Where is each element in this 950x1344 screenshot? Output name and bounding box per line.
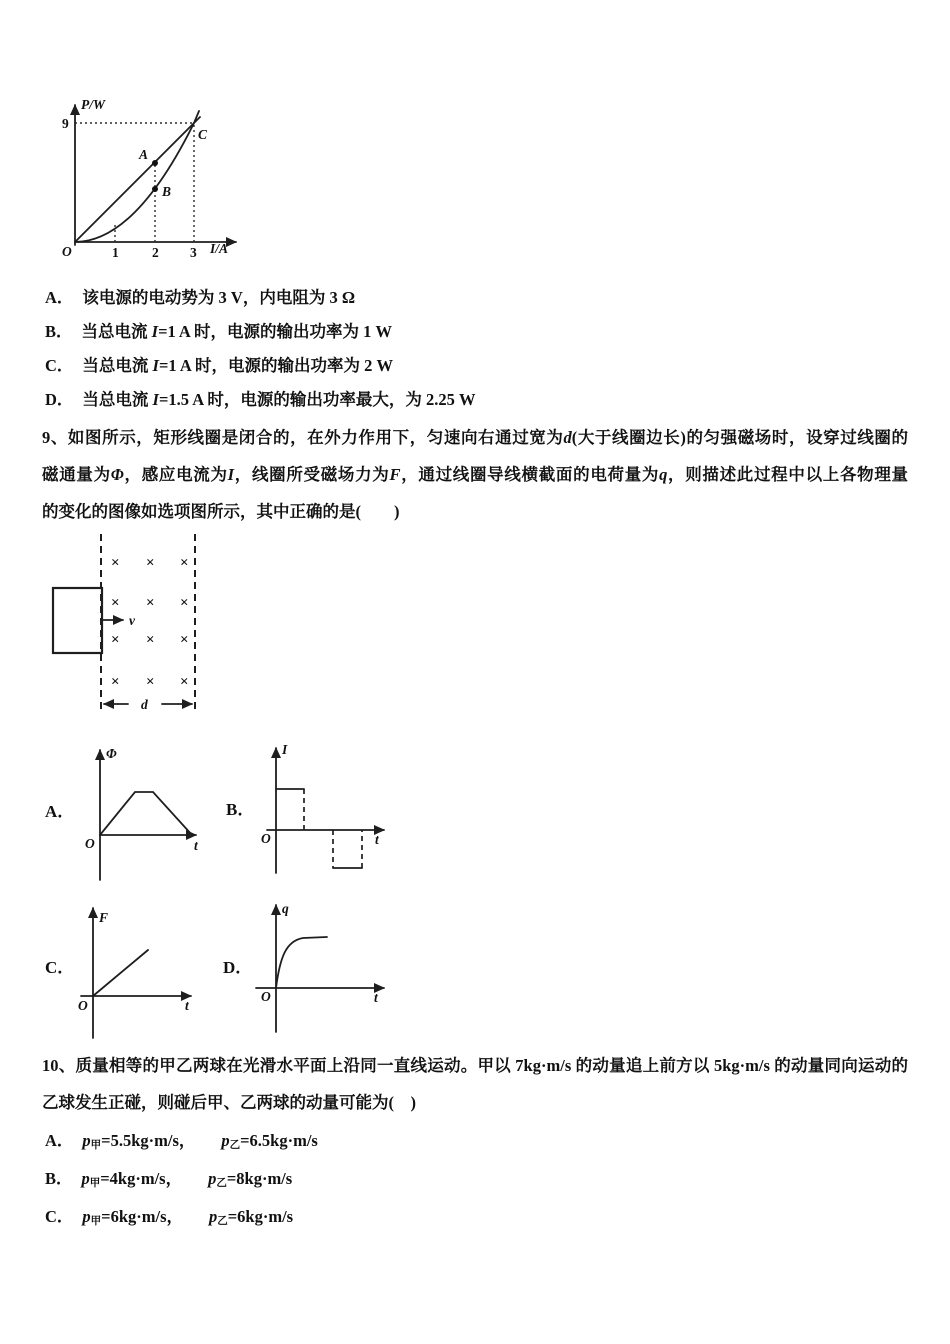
pi-xtick-1: 1 (112, 245, 119, 260)
momentum-value: =5.5kg·m/s， (101, 1131, 196, 1150)
phi-origin: O (85, 836, 95, 851)
q10-option-b (45, 1162, 915, 1200)
momentum-symbol: p (81, 1169, 90, 1188)
phi-xlabel: t (194, 838, 198, 853)
momentum-value: =6.5kg·m/s (240, 1131, 318, 1150)
phi-ylabel: Φ (106, 746, 117, 761)
option-label: D． (45, 390, 74, 409)
pi-origin: O (62, 244, 72, 259)
field-cross: × (146, 674, 155, 690)
field-cross: × (180, 595, 189, 611)
option-text: 当总电流 I=1 A 时，电源的输出功率为 2 W (82, 356, 393, 375)
pi-xtick-2: 2 (152, 245, 159, 260)
pi-label-a: A (139, 147, 149, 162)
option-text: 当总电流 I=1 A 时，电源的输出功率为 1 W (81, 322, 393, 341)
option-label: C． (45, 356, 74, 375)
q8-option-b (45, 315, 915, 349)
coil-rectangle (53, 588, 102, 653)
pi-xlabel: I/A (210, 241, 229, 256)
q8-options (45, 281, 915, 417)
pi-ytick-9: 9 (62, 116, 69, 131)
momentum-symbol: p (209, 1207, 218, 1226)
i-xlabel: t (375, 832, 379, 847)
q-saturation-curve (276, 937, 327, 988)
momentum-symbol: p (208, 1169, 217, 1188)
f-t-graph (58, 898, 203, 1043)
option-label: A． (45, 288, 74, 307)
q10-option-c (45, 1200, 915, 1238)
pi-point-a-dot (152, 160, 158, 166)
f-xlabel: t (185, 998, 189, 1013)
phi-trapezoid-curve (100, 792, 192, 835)
f-ylabel: F (99, 910, 109, 925)
option-text: 该电源的电动势为 3 V，内电阻为 3 Ω (82, 288, 356, 307)
field-cross: × (180, 632, 189, 648)
q10-option-a (45, 1124, 915, 1162)
f-origin: O (78, 998, 88, 1013)
field-cross: × (146, 632, 155, 648)
field-cross: × (146, 595, 155, 611)
q9-line-3: 的变化的图像如选项图所示，其中正确的是( ) (42, 502, 400, 521)
q10-options (45, 1124, 915, 1238)
field-cross: × (146, 555, 155, 571)
momentum-value: =6kg·m/s， (101, 1207, 184, 1226)
pi-ylabel: P/W (81, 97, 106, 112)
field-cross: × (180, 555, 189, 571)
pi-xtick-3: 3 (190, 245, 197, 260)
momentum-symbol: p (82, 1131, 91, 1150)
subscript-jia: 甲 (90, 1216, 102, 1227)
q9-option-label-b: B． (226, 800, 255, 819)
option-label: C． (45, 1207, 74, 1226)
option-label: B． (45, 1169, 73, 1188)
q8-option-d (45, 383, 915, 417)
q9-option-label-c: C． (45, 958, 75, 977)
width-label: d (141, 697, 148, 712)
pi-point-b-dot (152, 186, 158, 192)
q10-stem (42, 1047, 908, 1121)
velocity-label: v (129, 613, 135, 628)
option-label: A． (45, 1131, 74, 1150)
i-ylabel: I (282, 742, 288, 757)
q10-line-2: 乙球发生正碰，则碰后甲、乙两球的动量可能为( ) (42, 1093, 416, 1112)
q-t-graph (253, 895, 393, 1040)
option-text: 当总电流 I=1.5 A 时，电源的输出功率最大，为 2.25 W (82, 390, 476, 409)
momentum-value: =6kg·m/s (227, 1207, 294, 1226)
momentum-value: =8kg·m/s (226, 1169, 293, 1188)
subscript-yi: 乙 (217, 1216, 228, 1227)
i-t-graph (255, 740, 395, 880)
field-cross: × (111, 674, 120, 690)
q9-stem (42, 419, 908, 530)
pi-label-b: B (162, 184, 172, 199)
q9-option-label-d: D． (223, 958, 253, 977)
field-cross: × (111, 555, 120, 571)
field-cross: × (180, 674, 189, 690)
q10-line-1: 10、质量相等的甲乙两球在光滑水平面上沿同一直线运动。甲以 7kg·m/s 的动量追上前方以 5kg·m/s 的动量同向运动的 (42, 1056, 908, 1075)
q-ylabel: q (282, 901, 289, 916)
momentum-value: =4kg·m/s， (100, 1169, 183, 1188)
q-origin: O (261, 989, 271, 1004)
pi-straight-line (75, 117, 200, 242)
q8-option-c (45, 349, 915, 383)
field-cross: × (111, 595, 120, 611)
q-xlabel: t (374, 990, 378, 1005)
subscript-yi: 乙 (216, 1178, 227, 1189)
f-line (93, 950, 148, 996)
field-diagram (40, 528, 215, 723)
momentum-symbol: p (82, 1207, 91, 1226)
subscript-jia: 甲 (90, 1140, 102, 1151)
option-label: B． (45, 322, 73, 341)
q8-option-a (45, 281, 915, 315)
q9-line-2: 磁通量为Φ，感应电流为I，线圈所受磁场力为F，通过线圈导线横截面的电荷量为q，则描述此过程中以上各物理量 (42, 465, 909, 484)
field-cross: × (111, 632, 120, 648)
q9-line-1: 9、如图所示，矩形线圈是闭合的，在外力作用下，匀速向右通过宽为d(大于线圈边长)的匀强磁场时，设穿过线圈的 (42, 428, 909, 447)
q9-option-label-a: A． (45, 802, 75, 821)
pi-graph (58, 95, 248, 270)
pi-label-c: C (198, 127, 208, 142)
phi-t-graph (68, 740, 208, 885)
i-origin: O (261, 831, 271, 846)
subscript-jia: 甲 (89, 1178, 101, 1189)
subscript-yi: 乙 (229, 1140, 241, 1151)
momentum-symbol: p (221, 1131, 230, 1150)
